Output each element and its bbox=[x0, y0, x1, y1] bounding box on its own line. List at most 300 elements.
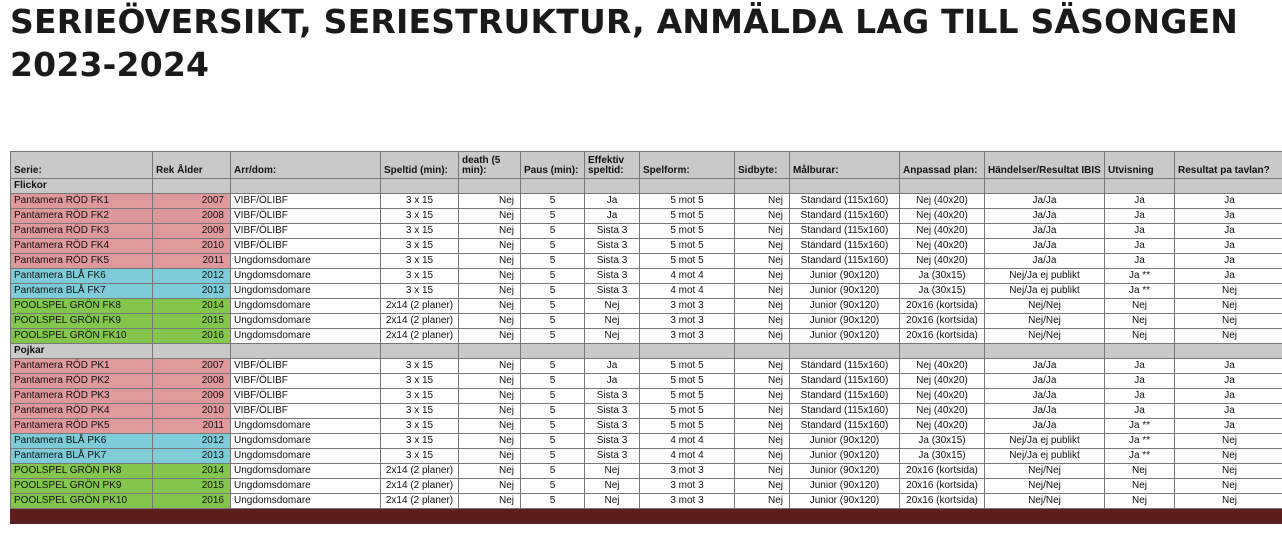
table-cell: 3 x 15 bbox=[381, 224, 459, 239]
table-cell: Sista 3 bbox=[585, 239, 640, 254]
table-cell: Standard (115x160) bbox=[790, 404, 900, 419]
table-cell: Standard (115x160) bbox=[790, 374, 900, 389]
table-cell: 4 mot 4 bbox=[640, 449, 735, 464]
table-cell: Ja/Ja bbox=[985, 404, 1105, 419]
series-name-cell: Pantamera BLÅ PK7 bbox=[11, 449, 153, 464]
table-cell: Ja bbox=[1105, 239, 1175, 254]
table-cell: Ja bbox=[1175, 194, 1282, 209]
series-name-cell: Pantamera RÖD FK2 bbox=[11, 209, 153, 224]
table-cell: Nej bbox=[1105, 479, 1175, 494]
table-cell: Nej (40x20) bbox=[900, 389, 985, 404]
table-cell: Ja bbox=[585, 194, 640, 209]
table-cell: Nej bbox=[735, 449, 790, 464]
table-cell: Sista 3 bbox=[585, 404, 640, 419]
table-cell: Nej bbox=[459, 434, 521, 449]
table-cell: 3 x 15 bbox=[381, 209, 459, 224]
table-cell: VIBF/ÖLIBF bbox=[231, 359, 381, 374]
table-row bbox=[11, 194, 1282, 209]
table-cell: Nej bbox=[585, 479, 640, 494]
table-cell: 2013 bbox=[153, 284, 231, 299]
table-cell: Nej bbox=[585, 464, 640, 479]
table-cell: 2009 bbox=[153, 224, 231, 239]
table-cell: Nej bbox=[735, 419, 790, 434]
table-cell: Junior (90x120) bbox=[790, 494, 900, 509]
table-cell: Junior (90x120) bbox=[790, 449, 900, 464]
table-cell: Nej (40x20) bbox=[900, 254, 985, 269]
table-cell: 5 bbox=[521, 419, 585, 434]
empty-cell bbox=[985, 344, 1105, 359]
table-cell: 5 bbox=[521, 254, 585, 269]
table-cell: Junior (90x120) bbox=[790, 329, 900, 344]
table-cell: Nej bbox=[459, 194, 521, 209]
table-cell: Ja bbox=[1175, 404, 1282, 419]
table-cell: Nej bbox=[459, 254, 521, 269]
table-cell: Nej/Ja ej publikt bbox=[985, 284, 1105, 299]
table-cell: Nej bbox=[735, 464, 790, 479]
table-cell: 5 mot 5 bbox=[640, 419, 735, 434]
table-cell: 20x16 (kortsida) bbox=[900, 329, 985, 344]
table-cell: Ja bbox=[1175, 359, 1282, 374]
table-cell: 20x16 (kortsida) bbox=[900, 299, 985, 314]
table-cell: 2012 bbox=[153, 269, 231, 284]
column-header: Resultat pa tavlan? bbox=[1175, 152, 1282, 179]
empty-cell bbox=[1175, 179, 1282, 194]
column-header: Speltid (min): bbox=[381, 152, 459, 179]
series-name-cell: Pantamera RÖD PK2 bbox=[11, 374, 153, 389]
column-header: Effektiv speltid: bbox=[585, 152, 640, 179]
table-cell: 2011 bbox=[153, 254, 231, 269]
table-cell: 3 x 15 bbox=[381, 269, 459, 284]
table-cell: Nej (40x20) bbox=[900, 239, 985, 254]
series-name-cell: Pantamera RÖD PK1 bbox=[11, 359, 153, 374]
empty-cell bbox=[521, 179, 585, 194]
table-cell: Nej bbox=[459, 329, 521, 344]
table-cell: Nej bbox=[459, 479, 521, 494]
table-cell: 2x14 (2 planer) bbox=[381, 479, 459, 494]
table-cell: Ja/Ja bbox=[985, 239, 1105, 254]
table-cell: Ja bbox=[1175, 224, 1282, 239]
empty-cell bbox=[1105, 344, 1175, 359]
series-name-cell: POOLSPEL GRÖN PK8 bbox=[11, 464, 153, 479]
table-cell: Nej bbox=[459, 239, 521, 254]
table-cell: Nej bbox=[459, 359, 521, 374]
table-cell: 20x16 (kortsida) bbox=[900, 464, 985, 479]
table-cell: Junior (90x120) bbox=[790, 479, 900, 494]
table-cell: Ja bbox=[1175, 254, 1282, 269]
series-name-cell: Pantamera BLÅ PK6 bbox=[11, 434, 153, 449]
column-header: Utvisning bbox=[1105, 152, 1175, 179]
table-cell: Nej bbox=[1105, 314, 1175, 329]
table-cell: Nej bbox=[459, 389, 521, 404]
table-cell: Nej bbox=[1105, 494, 1175, 509]
table-cell: Nej bbox=[459, 449, 521, 464]
table-cell: Nej/Ja ej publikt bbox=[985, 449, 1105, 464]
footer-cell bbox=[585, 509, 640, 524]
table-cell: Ja/Ja bbox=[985, 419, 1105, 434]
table-cell: 3 x 15 bbox=[381, 359, 459, 374]
table-cell: 5 bbox=[521, 389, 585, 404]
empty-cell bbox=[521, 344, 585, 359]
series-name-cell: POOLSPEL GRÖN FK9 bbox=[11, 314, 153, 329]
table-cell: Ja ** bbox=[1105, 269, 1175, 284]
table-cell: Nej bbox=[585, 329, 640, 344]
table-cell: Ja ** bbox=[1105, 434, 1175, 449]
table-cell: Nej (40x20) bbox=[900, 224, 985, 239]
table-cell: 2015 bbox=[153, 314, 231, 329]
table-cell: 5 bbox=[521, 494, 585, 509]
table-cell: Nej/Nej bbox=[985, 479, 1105, 494]
table-cell: VIBF/ÖLIBF bbox=[231, 374, 381, 389]
table-cell: Nej (40x20) bbox=[900, 404, 985, 419]
table-cell: Standard (115x160) bbox=[790, 359, 900, 374]
table-cell: 2010 bbox=[153, 404, 231, 419]
table-cell: 3 x 15 bbox=[381, 239, 459, 254]
footer-cell bbox=[381, 509, 459, 524]
empty-cell bbox=[900, 179, 985, 194]
table-cell: 3 x 15 bbox=[381, 284, 459, 299]
table-cell: 5 mot 5 bbox=[640, 254, 735, 269]
table-cell: Ja bbox=[1105, 224, 1175, 239]
table-cell: Ungdomsdomare bbox=[231, 434, 381, 449]
table-row bbox=[11, 419, 1282, 434]
footer-cell bbox=[900, 509, 985, 524]
table-cell: Ungdomsdomare bbox=[231, 464, 381, 479]
table-cell: Nej bbox=[735, 404, 790, 419]
table-cell: 5 mot 5 bbox=[640, 389, 735, 404]
table-cell: 3 x 15 bbox=[381, 419, 459, 434]
table-cell: 5 mot 5 bbox=[640, 209, 735, 224]
empty-cell bbox=[153, 344, 231, 359]
series-name-cell: POOLSPEL GRÖN FK10 bbox=[11, 329, 153, 344]
table-row bbox=[11, 299, 1282, 314]
series-name-cell: POOLSPEL GRÖN PK9 bbox=[11, 479, 153, 494]
table-cell: Nej bbox=[459, 314, 521, 329]
table-row bbox=[11, 359, 1282, 374]
table-cell: Junior (90x120) bbox=[790, 284, 900, 299]
table-cell: 2009 bbox=[153, 389, 231, 404]
table-cell: Nej bbox=[459, 224, 521, 239]
table-cell: Nej/Nej bbox=[985, 494, 1105, 509]
table-cell: Nej bbox=[1175, 284, 1282, 299]
footer-cell bbox=[1105, 509, 1175, 524]
table-cell: 4 mot 4 bbox=[640, 269, 735, 284]
table-row bbox=[11, 374, 1282, 389]
table-cell: Nej (40x20) bbox=[900, 359, 985, 374]
table-cell: Junior (90x120) bbox=[790, 314, 900, 329]
table-cell: Ungdomsdomare bbox=[231, 284, 381, 299]
table-cell: 2016 bbox=[153, 494, 231, 509]
table-cell: 2008 bbox=[153, 209, 231, 224]
table-footer-band bbox=[11, 509, 1282, 524]
table-cell: Nej bbox=[1175, 449, 1282, 464]
table-cell: Nej bbox=[1175, 329, 1282, 344]
table-cell: Ja/Ja bbox=[985, 194, 1105, 209]
empty-cell bbox=[381, 344, 459, 359]
table-cell: 5 bbox=[521, 464, 585, 479]
table-cell: 2007 bbox=[153, 359, 231, 374]
table-cell: VIBF/ÖLIBF bbox=[231, 209, 381, 224]
table-cell: Ja bbox=[1175, 374, 1282, 389]
table-cell: Junior (90x120) bbox=[790, 299, 900, 314]
table-cell: Nej/Ja ej publikt bbox=[985, 269, 1105, 284]
table-cell: Nej bbox=[459, 209, 521, 224]
table-cell: Ja ** bbox=[1105, 284, 1175, 299]
table-cell: Nej/Nej bbox=[985, 329, 1105, 344]
table-cell: 5 bbox=[521, 239, 585, 254]
table-cell: 5 bbox=[521, 449, 585, 464]
table-cell: Ja bbox=[1175, 389, 1282, 404]
table-cell: Nej bbox=[735, 494, 790, 509]
table-cell: Nej bbox=[459, 374, 521, 389]
series-name-cell: Pantamera RÖD FK1 bbox=[11, 194, 153, 209]
empty-cell bbox=[640, 344, 735, 359]
empty-cell bbox=[459, 179, 521, 194]
table-cell: 3 mot 3 bbox=[640, 329, 735, 344]
footer-cell bbox=[521, 509, 585, 524]
table-cell: Standard (115x160) bbox=[790, 224, 900, 239]
footer-cell bbox=[790, 509, 900, 524]
empty-cell bbox=[790, 179, 900, 194]
table-cell: 2008 bbox=[153, 374, 231, 389]
table-cell: Nej bbox=[1175, 314, 1282, 329]
table-cell: 3 x 15 bbox=[381, 374, 459, 389]
table-row bbox=[11, 224, 1282, 239]
table-cell: Nej bbox=[735, 329, 790, 344]
column-header: Rek Ålder bbox=[153, 152, 231, 179]
table-cell: Ungdomsdomare bbox=[231, 314, 381, 329]
table-cell: Ja bbox=[585, 359, 640, 374]
table-cell: VIBF/ÖLIBF bbox=[231, 224, 381, 239]
table-cell: Ja/Ja bbox=[985, 359, 1105, 374]
table-cell: 5 mot 5 bbox=[640, 224, 735, 239]
table-cell: Ja (30x15) bbox=[900, 449, 985, 464]
table-cell: Nej bbox=[459, 464, 521, 479]
table-cell: 5 bbox=[521, 479, 585, 494]
table-cell: Ja bbox=[1175, 419, 1282, 434]
column-header: Sidbyte: bbox=[735, 152, 790, 179]
table-cell: Nej bbox=[735, 224, 790, 239]
table-row bbox=[11, 449, 1282, 464]
table-cell: 3 x 15 bbox=[381, 389, 459, 404]
table-cell: 5 bbox=[521, 299, 585, 314]
table-cell: Nej bbox=[1105, 464, 1175, 479]
table-cell: Ja/Ja bbox=[985, 224, 1105, 239]
table-cell: Nej bbox=[735, 314, 790, 329]
series-table-image bbox=[10, 151, 1282, 545]
series-name-cell: Pantamera RÖD FK3 bbox=[11, 224, 153, 239]
table-cell: Ja bbox=[1105, 209, 1175, 224]
table-cell: Nej bbox=[1175, 464, 1282, 479]
series-name-cell: Pantamera RÖD PK5 bbox=[11, 419, 153, 434]
empty-cell bbox=[381, 179, 459, 194]
footer-cell bbox=[11, 509, 153, 524]
column-header: Händelser/Resultat IBIS bbox=[985, 152, 1105, 179]
empty-cell bbox=[640, 179, 735, 194]
table-cell: Nej bbox=[1175, 434, 1282, 449]
table-cell: Nej bbox=[459, 284, 521, 299]
empty-cell bbox=[585, 179, 640, 194]
table-cell: 5 mot 5 bbox=[640, 374, 735, 389]
table-cell: Nej bbox=[735, 239, 790, 254]
table-cell: Sista 3 bbox=[585, 389, 640, 404]
table-cell: Sista 3 bbox=[585, 434, 640, 449]
table-cell: Standard (115x160) bbox=[790, 389, 900, 404]
table-cell: Ja/Ja bbox=[985, 254, 1105, 269]
table-row bbox=[11, 494, 1282, 509]
series-table bbox=[10, 151, 1282, 524]
table-cell: 5 bbox=[521, 194, 585, 209]
table-cell: 5 bbox=[521, 434, 585, 449]
table-cell: Ja/Ja bbox=[985, 209, 1105, 224]
table-row bbox=[11, 479, 1282, 494]
series-name-cell: POOLSPEL GRÖN FK8 bbox=[11, 299, 153, 314]
table-cell: 5 bbox=[521, 329, 585, 344]
table-cell: Nej bbox=[735, 194, 790, 209]
table-cell: Ja/Ja bbox=[985, 389, 1105, 404]
table-cell: 5 mot 5 bbox=[640, 194, 735, 209]
table-cell: 5 mot 5 bbox=[640, 404, 735, 419]
table-cell: 2x14 (2 planer) bbox=[381, 329, 459, 344]
table-cell: Junior (90x120) bbox=[790, 434, 900, 449]
empty-cell bbox=[231, 179, 381, 194]
footer-cell bbox=[1175, 509, 1282, 524]
table-row bbox=[11, 404, 1282, 419]
table-cell: Nej bbox=[735, 254, 790, 269]
table-cell: Standard (115x160) bbox=[790, 194, 900, 209]
table-cell: Nej bbox=[735, 299, 790, 314]
footer-cell bbox=[153, 509, 231, 524]
empty-cell bbox=[790, 344, 900, 359]
table-cell: Nej bbox=[735, 389, 790, 404]
table-row bbox=[11, 329, 1282, 344]
table-cell: 5 bbox=[521, 314, 585, 329]
table-cell: 5 bbox=[521, 404, 585, 419]
table-cell: VIBF/ÖLIBF bbox=[231, 404, 381, 419]
table-cell: 5 bbox=[521, 209, 585, 224]
table-cell: Sista 3 bbox=[585, 449, 640, 464]
table-cell: Nej bbox=[1175, 494, 1282, 509]
column-header: Serie: bbox=[11, 152, 153, 179]
table-row bbox=[11, 269, 1282, 284]
empty-cell bbox=[231, 344, 381, 359]
table-cell: 3 x 15 bbox=[381, 449, 459, 464]
table-cell: Ungdomsdomare bbox=[231, 479, 381, 494]
table-cell: Nej bbox=[459, 494, 521, 509]
series-name-cell: POOLSPEL GRÖN PK10 bbox=[11, 494, 153, 509]
table-cell: Ungdomsdomare bbox=[231, 449, 381, 464]
table-row bbox=[11, 284, 1282, 299]
footer-cell bbox=[640, 509, 735, 524]
table-cell: Ja bbox=[1105, 404, 1175, 419]
column-header: Spelform: bbox=[640, 152, 735, 179]
table-cell: Nej bbox=[735, 209, 790, 224]
column-header: Anpassad plan: bbox=[900, 152, 985, 179]
table-cell: Ja bbox=[1105, 389, 1175, 404]
empty-cell bbox=[985, 179, 1105, 194]
table-cell: Ja bbox=[585, 209, 640, 224]
table-cell: Nej bbox=[735, 374, 790, 389]
table-row bbox=[11, 209, 1282, 224]
table-cell: 2010 bbox=[153, 239, 231, 254]
table-cell: 5 mot 5 bbox=[640, 359, 735, 374]
table-cell: 5 bbox=[521, 224, 585, 239]
table-cell: 2x14 (2 planer) bbox=[381, 464, 459, 479]
empty-cell bbox=[1175, 344, 1282, 359]
table-cell: Nej/Ja ej publikt bbox=[985, 434, 1105, 449]
table-cell: Ja ** bbox=[1105, 419, 1175, 434]
table-cell: Ja (30x15) bbox=[900, 434, 985, 449]
table-cell: Nej/Nej bbox=[985, 299, 1105, 314]
table-cell: 3 x 15 bbox=[381, 404, 459, 419]
table-cell: Standard (115x160) bbox=[790, 239, 900, 254]
series-name-cell: Pantamera BLÅ FK6 bbox=[11, 269, 153, 284]
table-cell: 2016 bbox=[153, 329, 231, 344]
table-cell: Ungdomsdomare bbox=[231, 299, 381, 314]
table-cell: Nej (40x20) bbox=[900, 374, 985, 389]
table-cell: Ja bbox=[585, 374, 640, 389]
table-cell: Nej bbox=[735, 359, 790, 374]
table-cell: Nej bbox=[459, 269, 521, 284]
series-name-cell: Pantamera BLÅ FK7 bbox=[11, 284, 153, 299]
column-header: Paus (min): bbox=[521, 152, 585, 179]
table-cell: 20x16 (kortsida) bbox=[900, 494, 985, 509]
table-row bbox=[11, 434, 1282, 449]
footer-cell bbox=[985, 509, 1105, 524]
table-row bbox=[11, 239, 1282, 254]
series-name-cell: Pantamera RÖD FK5 bbox=[11, 254, 153, 269]
table-cell: VIBF/ÖLIBF bbox=[231, 194, 381, 209]
table-row bbox=[11, 389, 1282, 404]
table-cell: 3 mot 3 bbox=[640, 479, 735, 494]
series-name-cell: Pantamera RÖD FK4 bbox=[11, 239, 153, 254]
table-cell: VIBF/ÖLIBF bbox=[231, 239, 381, 254]
table-cell: 2014 bbox=[153, 299, 231, 314]
table-cell: Ja bbox=[1175, 269, 1282, 284]
table-cell: 5 bbox=[521, 374, 585, 389]
table-cell: 5 bbox=[521, 359, 585, 374]
table-cell: Ja ** bbox=[1105, 449, 1175, 464]
table-cell: Ja bbox=[1105, 359, 1175, 374]
table-cell: 2015 bbox=[153, 479, 231, 494]
table-cell: 2x14 (2 planer) bbox=[381, 314, 459, 329]
table-cell: 2012 bbox=[153, 434, 231, 449]
table-cell: Sista 3 bbox=[585, 284, 640, 299]
table-cell: Nej bbox=[585, 299, 640, 314]
table-cell: Standard (115x160) bbox=[790, 209, 900, 224]
table-cell: Junior (90x120) bbox=[790, 269, 900, 284]
empty-cell bbox=[900, 344, 985, 359]
empty-cell bbox=[735, 179, 790, 194]
table-cell: Nej bbox=[1105, 299, 1175, 314]
table-cell: Nej bbox=[459, 404, 521, 419]
table-cell: Ja bbox=[1175, 239, 1282, 254]
table-cell: 2x14 (2 planer) bbox=[381, 494, 459, 509]
table-cell: Ungdomsdomare bbox=[231, 419, 381, 434]
table-cell: Nej/Nej bbox=[985, 314, 1105, 329]
table-cell: 2x14 (2 planer) bbox=[381, 299, 459, 314]
table-cell: Ungdomsdomare bbox=[231, 254, 381, 269]
table-cell: Nej bbox=[1175, 299, 1282, 314]
table-cell: 5 mot 5 bbox=[640, 239, 735, 254]
table-cell: Nej (40x20) bbox=[900, 419, 985, 434]
table-cell: 3 mot 3 bbox=[640, 314, 735, 329]
table-cell: 20x16 (kortsida) bbox=[900, 479, 985, 494]
group-row bbox=[11, 179, 1282, 194]
empty-cell bbox=[1105, 179, 1175, 194]
table-cell: Nej bbox=[735, 479, 790, 494]
table-cell: 5 bbox=[521, 284, 585, 299]
page-title: SERIEÖVERSIKT, SERIESTRUKTUR, ANMÄLDA LAG TILL SÄSONGEN 2023-2024 bbox=[10, 2, 1239, 84]
